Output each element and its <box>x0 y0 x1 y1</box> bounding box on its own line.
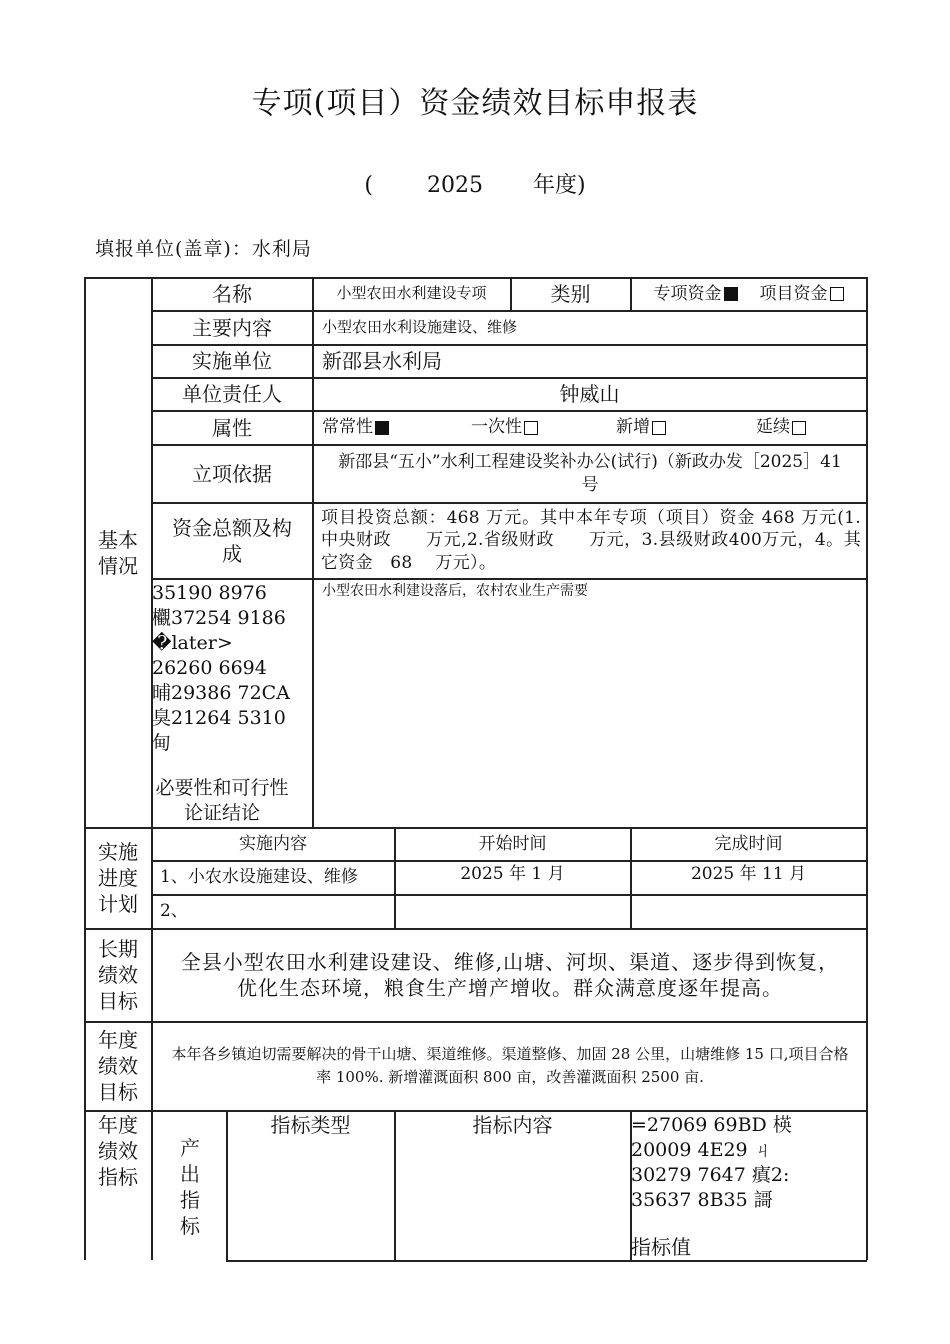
funds-label: 资金总额及构成 <box>172 515 292 566</box>
section-annual-goal-label: 年度绩效目标 <box>98 1028 138 1104</box>
section-indicators-label: 年度绩效指标 <box>98 1113 138 1189</box>
schedule-row2-content: 2、 <box>160 901 188 922</box>
garbled-line: 晡29386 72CA <box>152 682 290 704</box>
schedule-row1-end: 2025 年 11 月 <box>690 863 807 884</box>
longterm-value: 全县小型农田水利建设建设、维修,山塘、河坝、渠道、逐步得到恢复，优化生态环境，粮食生产增产增收。群众满意度逐年提高。 <box>180 950 840 1000</box>
person-value: 钟威山 <box>559 382 620 406</box>
category-label: 类别 <box>550 282 591 306</box>
category-special-label: 专项资金 <box>653 283 722 304</box>
garbled-line: 26260 6694 <box>152 657 267 679</box>
garbled-line: 20009 4E29 ㄐ <box>631 1138 773 1161</box>
section-schedule-label: 实施进度计划 <box>98 840 138 916</box>
filler-value: 水利局 <box>251 238 312 260</box>
year-value: 2025 <box>427 173 483 198</box>
indicator-col-value: 指标值 <box>631 1234 691 1259</box>
indicator-col-type: 指标类型 <box>270 1113 351 1137</box>
filler-label: 填报单位(盖章)： <box>95 238 252 260</box>
attr-new-label: 新增 <box>616 417 650 438</box>
schedule-row1-content: 1、小农水设施建设、维修 <box>160 867 358 888</box>
indicator-col-content: 指标内容 <box>472 1113 553 1137</box>
name-value: 小型农田水利建设专项 <box>336 284 487 303</box>
attr-continue-checkbox[interactable] <box>792 421 806 435</box>
year-line <box>0 168 950 199</box>
basis-value: 新邵县“五小”水利工程建设奖补办公(试行)（新政办发［2025］41号 <box>338 452 842 495</box>
section-basic-text: 基本情况 <box>98 527 138 578</box>
attr-once-checkbox[interactable] <box>524 421 538 435</box>
attr-regular-label: 常常性 <box>322 417 373 438</box>
indicator-col-value-block <box>631 1112 866 1260</box>
attr-options <box>322 411 862 444</box>
schedule-row1-start: 2025 年 1 月 <box>460 863 565 884</box>
org-label: 实施单位 <box>192 349 272 373</box>
category-special-checkbox[interactable] <box>724 287 738 301</box>
schedule-col-content: 实施内容 <box>239 833 307 854</box>
necessity-label: 必要性和可行性论证结论 <box>155 777 289 824</box>
section-longterm-label: 长期绩效目标 <box>98 937 138 1013</box>
page-title: 专项(项目）资金绩效目标申报表 <box>251 86 699 121</box>
name-label: 名称 <box>212 282 252 306</box>
necessity-value: 小型农田水利建设落后，农村农业生产需要 <box>322 583 588 599</box>
attr-new-checkbox[interactable] <box>652 421 666 435</box>
category-options <box>631 278 866 310</box>
year-open: ( <box>364 173 373 198</box>
output-indicator-label: 产出指标 <box>180 1136 200 1238</box>
garbled-line: 35637 8B35 謌 <box>631 1188 773 1211</box>
funds-value: 项目投资总额：468 万元。其中本年专项（项目）资金 468 万元(1.中央财政 万元,2.省级财政 万元，3.县级财政400万元，4。其它资金 68 万元）。 <box>321 508 861 573</box>
garbled-line: 欟37254 9186 <box>152 607 286 629</box>
category-project-label: 项目资金 <box>759 283 828 304</box>
necessity-label-block <box>152 580 312 827</box>
org-value: 新邵县水利局 <box>322 349 442 373</box>
year-label: 年度) <box>533 173 586 198</box>
content-label: 主要内容 <box>192 315 272 340</box>
garbled-line: =27069 69BD 楧 <box>631 1113 792 1136</box>
attr-once-label: 一次性 <box>471 417 522 438</box>
attr-label: 属性 <box>212 415 252 440</box>
schedule-col-start: 开始时间 <box>478 833 547 854</box>
garbled-line: 30279 7647 瘨2: <box>631 1163 790 1186</box>
person-label: 单位责任人 <box>182 382 282 406</box>
schedule-col-end: 完成时间 <box>714 833 783 854</box>
garbled-line: �later> <box>152 632 233 654</box>
filler-unit <box>95 234 312 261</box>
garbled-line: 35190 8976 <box>152 582 267 604</box>
section-basic-label <box>85 278 151 827</box>
basis-label: 立项依据 <box>192 461 272 486</box>
attr-regular-checkbox[interactable] <box>375 421 389 435</box>
garbled-line: 甸 <box>152 732 172 754</box>
content-value: 小型农田水利设施建设、维修 <box>322 317 518 336</box>
annual-goal-value: 本年各乡镇迫切需要解决的骨干山塘、渠道维修。渠道整修、加固 28 公里，山塘维修 15 口,项目合格率 100%. 新增灌溉面积 800 亩，改善灌溉面积 2500 亩. <box>171 1044 849 1086</box>
garbled-line: 臭21264 5310 <box>152 707 286 729</box>
category-project-checkbox[interactable] <box>830 287 844 301</box>
attr-continue-label: 延续 <box>756 417 790 438</box>
